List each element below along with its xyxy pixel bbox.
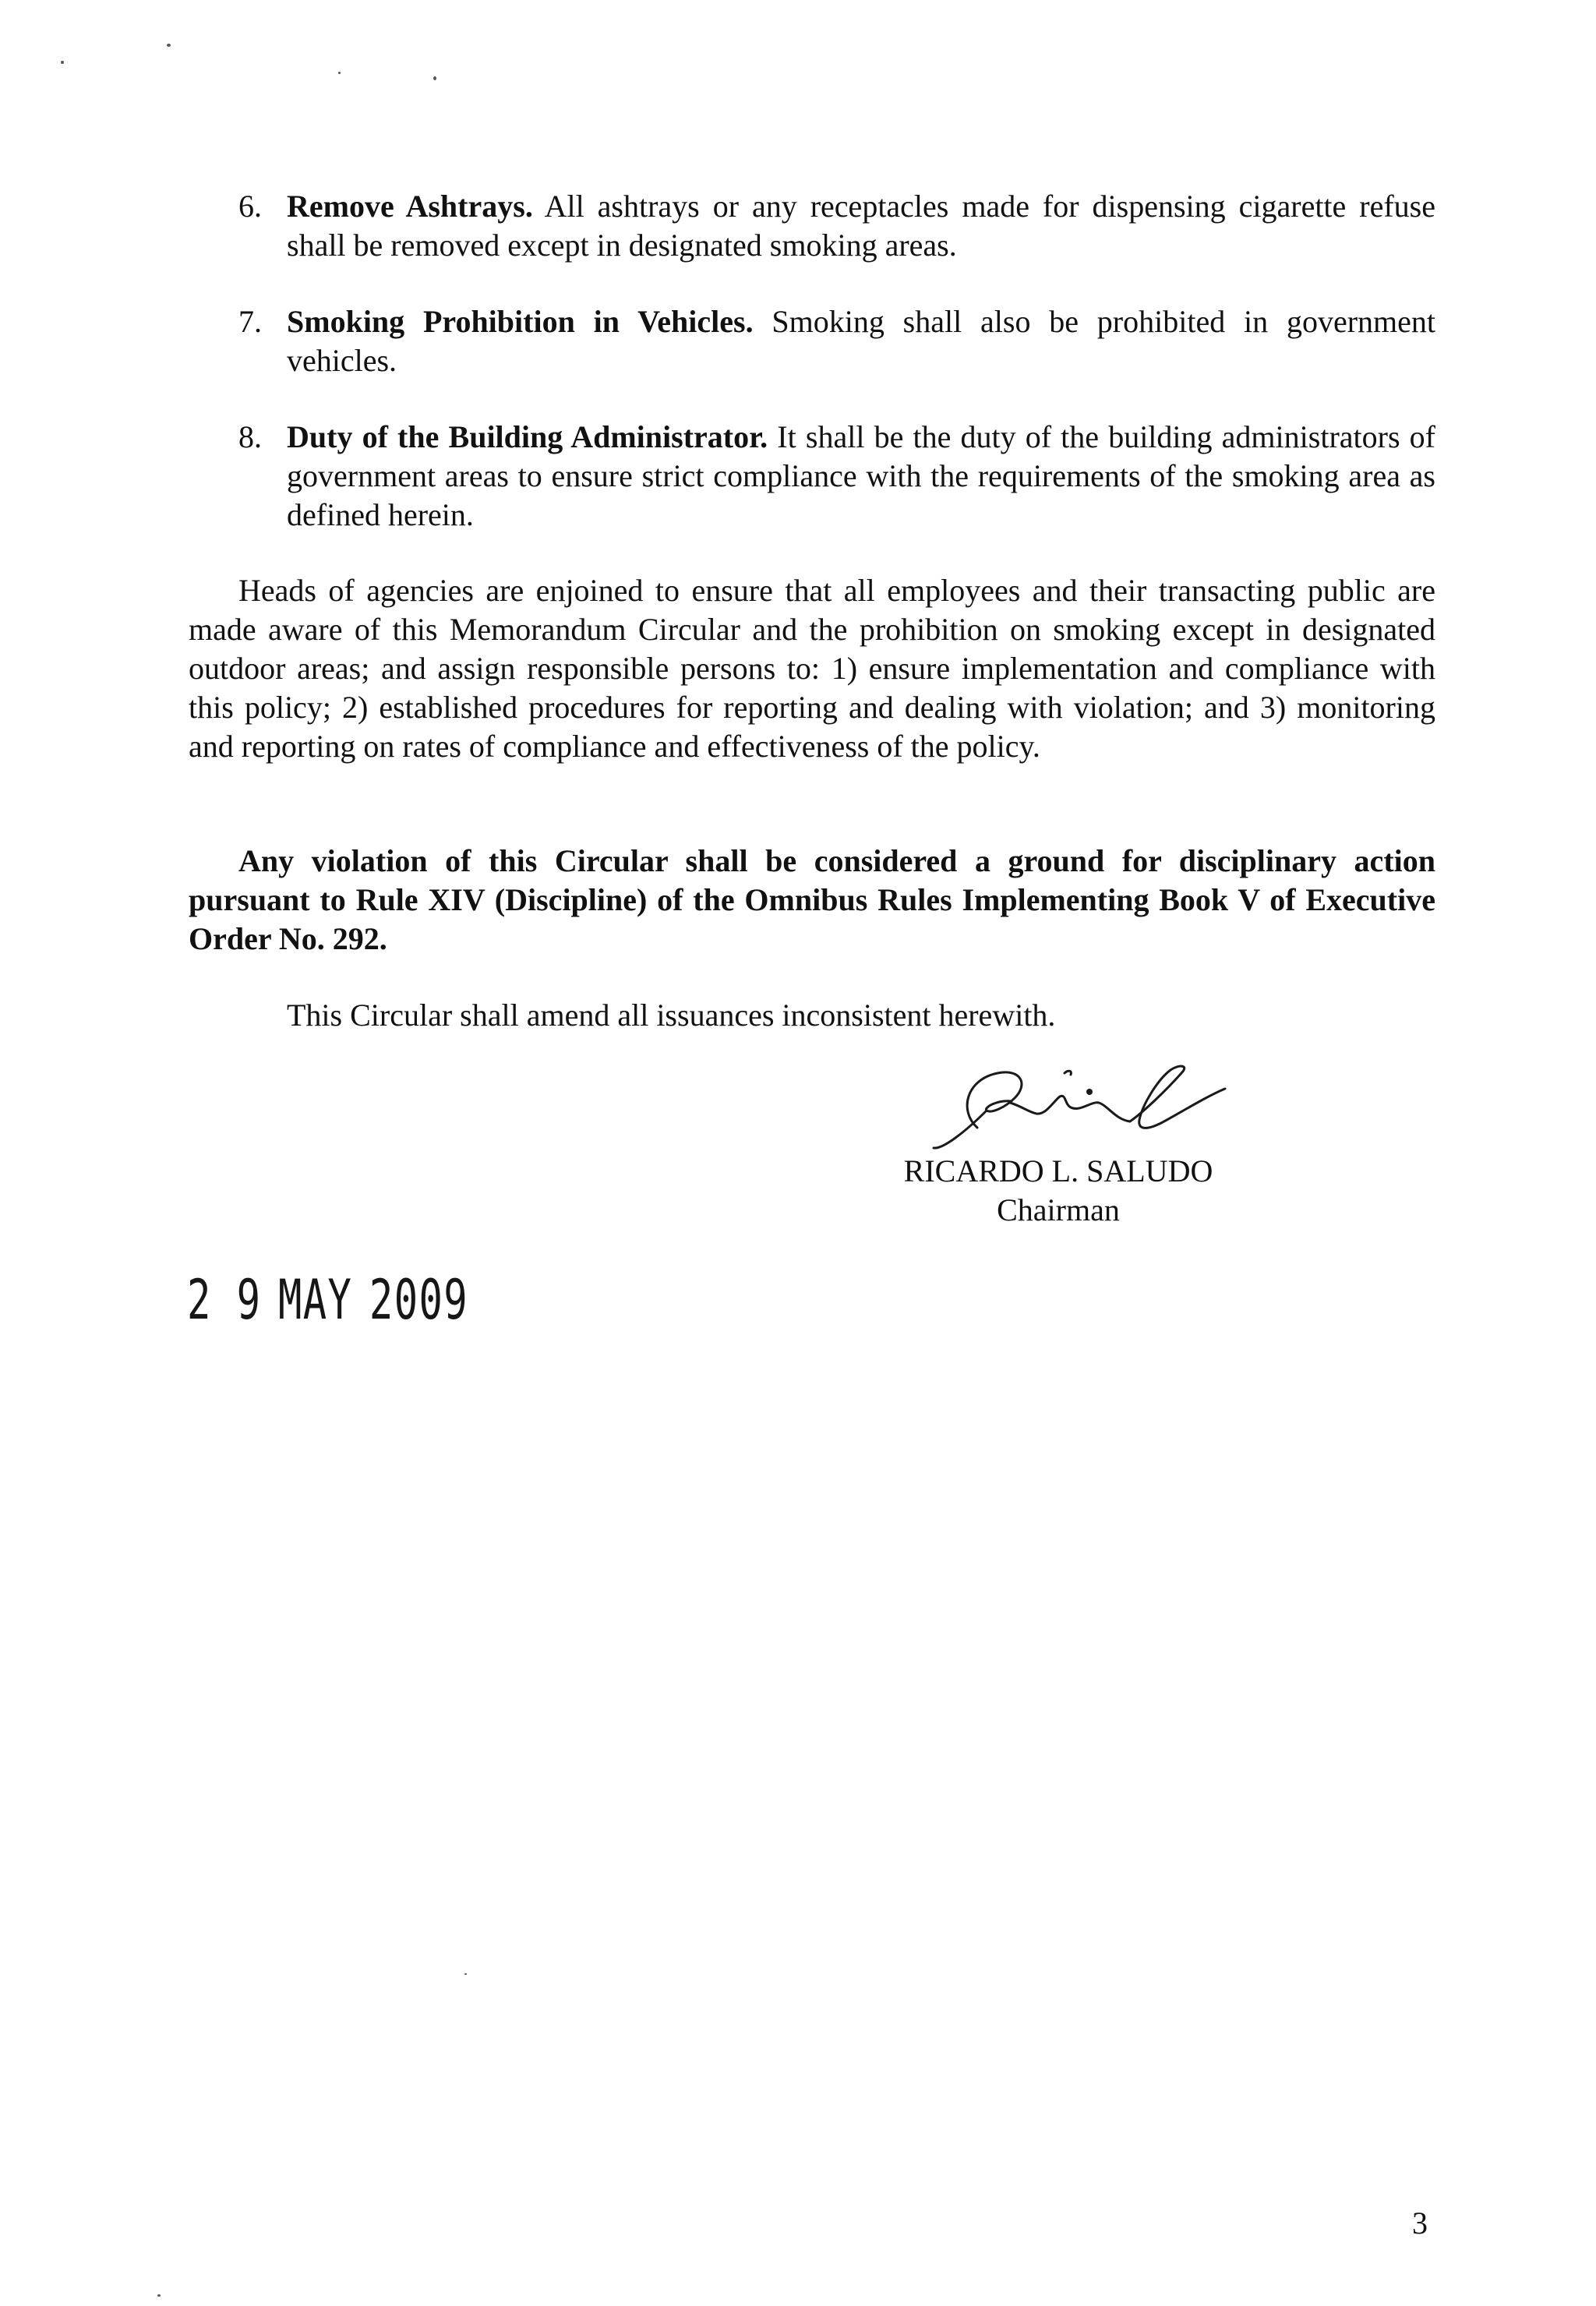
list-item-text: It shall be the duty of the building administrators of government areas to ensure strict compliance with the requirements of the smoking area as defined herein. [287, 419, 1435, 532]
date-stamp-year: 2009 [369, 1268, 469, 1332]
list-item-text: Smoking shall also be prohibited in government vehicles. [287, 304, 1435, 378]
list-item-number: 6. [238, 189, 262, 224]
list-item-6 [238, 187, 1435, 265]
paragraph-violation-warning: Any violation of this Circular shall be considered a ground for disciplinary action pursuant to Rule XIV (Discipline) of the Omnibus Rules Implementing Book V of Executive Order No. 292. [189, 843, 1435, 956]
list-item-heading: Smoking Prohibition in Vehicles. [287, 304, 754, 339]
scan-speck [338, 72, 341, 74]
scan-speck [464, 1973, 467, 1975]
date-stamp-day: 2 9 [187, 1268, 262, 1332]
date-stamp-month: MAY [277, 1268, 353, 1332]
list-item-heading: Remove Ashtrays. [287, 189, 533, 224]
scan-speck [61, 61, 64, 64]
closing-statement: This Circular shall amend all issuances inconsistent herewith. [287, 998, 1056, 1033]
paragraph-heads-of-agencies: Heads of agencies are enjoined to ensure that all employees and their transacting public are made aware of this Memorandum Circular and the prohibition on smoking except in designated outdoor areas; and assign responsible persons to: 1) ensure implementation and compliance with this policy; 2) established procedures for reporting and dealing with violation; and 3) monitoring and reporting on rates of compliance and effectiveness of the policy. [189, 573, 1435, 764]
signer-title: Chairman [997, 1192, 1120, 1227]
list-item-number: 7. [238, 304, 262, 339]
signer-name: RICARDO L. SALUDO [903, 1153, 1213, 1188]
list-item-body [287, 418, 1435, 535]
list-item-text: All ashtrays or any receptacles made for dispensing cigarette refuse shall be removed except in designated smoking areas. [287, 189, 1435, 263]
scan-speck [167, 44, 171, 47]
handwritten-signature [912, 1056, 1239, 1157]
scan-speck [157, 2294, 161, 2297]
scan-speck [433, 76, 436, 80]
list-item-body [287, 302, 1435, 380]
list-item-heading: Duty of the Building Administrator. [287, 419, 768, 454]
list-item-body [287, 187, 1435, 265]
date-stamp [187, 1269, 486, 1331]
list-item-number: 8. [238, 419, 262, 454]
page-number: 3 [1412, 2205, 1428, 2241]
list-item-7 [238, 302, 1435, 380]
list-item-8 [238, 418, 1435, 535]
